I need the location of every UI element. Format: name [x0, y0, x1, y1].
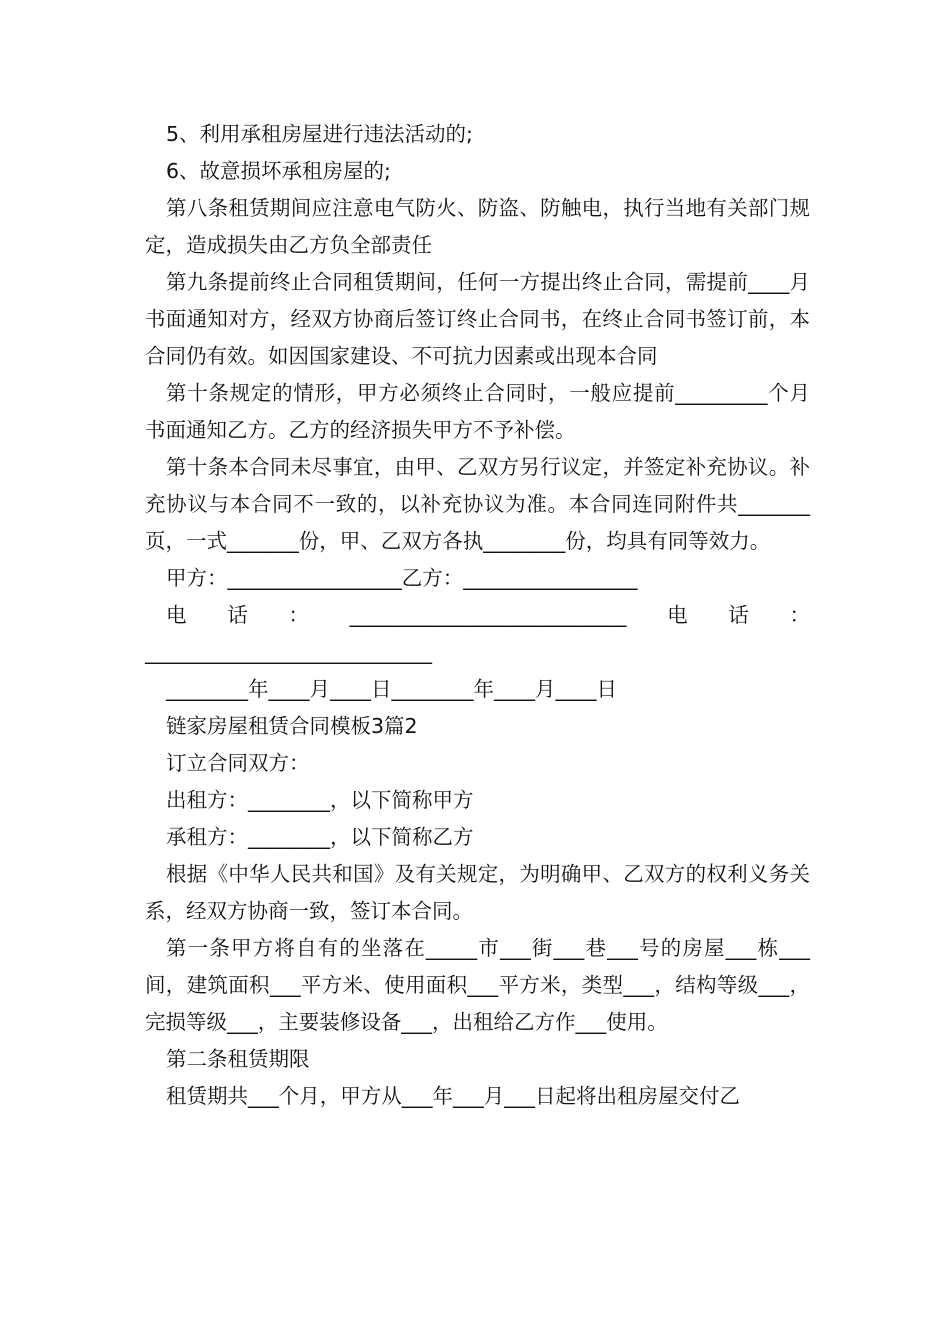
lessee-line: 承租方：________，以下简称乙方	[166, 825, 474, 849]
clause-5: 5、利用承租房屋进行违法活动的;	[166, 122, 473, 146]
preamble: 根据《中华人民共和国》及有关规定，为明确甲、乙双方的权利义务关系，经双方协商一致，签订本合同。	[145, 862, 810, 923]
article-2-body: 租赁期共___个月，甲方从___年___月___日起将出租房屋交付乙	[166, 1084, 740, 1108]
article-2-title: 第二条租赁期限	[166, 1047, 310, 1071]
article-9: 第九条提前终止合同租赁期间，任何一方提出终止合同，需提前____月书面通知对方，经双方协商后签订终止合同书，在终止合同书签订前，本合同仍有效。如因国家建设、不可抗力因素或出现本合同	[145, 270, 810, 368]
clause-6: 6、故意损坏承租房屋的;	[166, 159, 391, 183]
article-1: 第一条甲方将自有的坐落在_____市___街___巷___号的房屋___栋___间，建筑面积___平方米、使用面积___平方米，类型___，结构等级___，完损等级___，主要装修设备___，出租给乙方作___使用。	[145, 936, 810, 1034]
section-title: 链家房屋租赁合同模板3篇2	[166, 714, 418, 738]
signature-dates: ________年____月____日________年____月____日	[166, 677, 617, 701]
document-page	[145, 116, 810, 1115]
signature-parties: 甲方：_________________乙方：_________________	[166, 566, 638, 590]
signature-phones: 电话：___________________________电话：____________________________	[145, 603, 810, 664]
lessor-line: 出租方：________，以下简称甲方	[166, 788, 474, 812]
article-10-termination: 第十条规定的情形，甲方必须终止合同时，一般应提前_________个月书面通知乙方。乙方的经济损失甲方不予补偿。	[145, 381, 810, 442]
article-10-supplement: 第十条本合同未尽事宜，由甲、乙双方另行议定，并签定补充协议。补充协议与本合同不一致的，以补充协议为准。本合同连同附件共_______页，一式_______份，甲、乙双方各执________份，均具有同等效力。	[145, 455, 810, 553]
article-8: 第八条租赁期间应注意电气防火、防盗、防触电，执行当地有关部门规定，造成损失由乙方负全部责任	[145, 196, 810, 257]
contract-parties-heading: 订立合同双方：	[166, 751, 310, 775]
